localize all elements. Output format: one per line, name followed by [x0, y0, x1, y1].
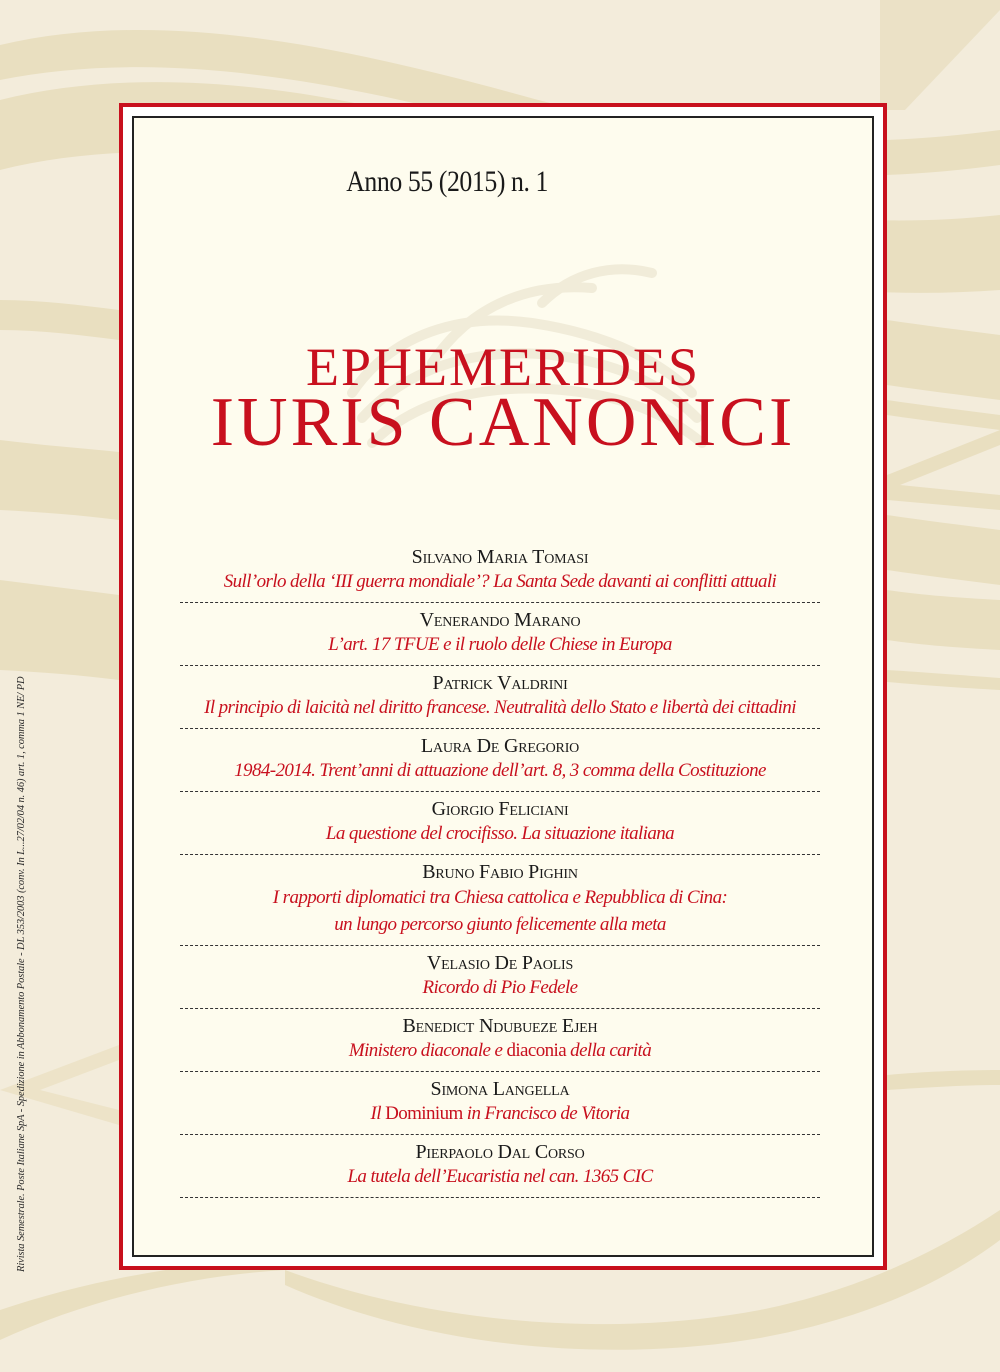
- entry-title-line: I rapporti diplomatici tra Chiesa cattolica e Repubblica di Cina:: [272, 887, 728, 908]
- cover-frame: [119, 103, 887, 1270]
- issue-text: Anno 55 (2015) n. 1: [346, 165, 549, 198]
- journal-title-line-2: IURIS CANONICI: [210, 384, 796, 461]
- entry-title: 1984-2014. Trent’anni di attuazione dell’art. 8, 3 comma della Costituzione: [234, 760, 766, 781]
- toc-entry: [180, 792, 820, 855]
- toc-entry: [180, 666, 820, 729]
- entry-author: Venerando Marano: [419, 609, 581, 631]
- entry-author: Velasio De Paolis: [426, 952, 574, 974]
- entry-title: La questione del crocifisso. La situazione italiana: [325, 823, 675, 844]
- entry-title: [180, 1038, 820, 1071]
- toc-entry: [180, 855, 820, 946]
- entry-author: Simona Langella: [430, 1078, 570, 1100]
- title-part: Il: [370, 1103, 386, 1124]
- cover-panel: [132, 116, 874, 1257]
- entry-title-line: un lungo percorso giunto felicemente alla meta: [334, 914, 666, 935]
- toc-entry: [180, 1009, 820, 1072]
- entry-author: Bruno Fabio Pighin: [422, 861, 578, 883]
- issue-number: [186, 165, 821, 199]
- entry-title: [180, 884, 820, 945]
- entry-author: Pierpaolo Dal Corso: [415, 1141, 585, 1163]
- toc-entry: [180, 729, 820, 792]
- title-part: Ministero diaconale e: [348, 1040, 507, 1061]
- entry-title: Ricordo di Pio Fedele: [422, 977, 578, 998]
- toc-entry: [180, 540, 820, 603]
- title-part-roman: Dominium: [385, 1103, 463, 1124]
- entry-title: [180, 1101, 820, 1134]
- toc-entry: [180, 603, 820, 666]
- postal-notice: Rivista Semestrale. Poste Italiane SpA - Spedizione in Abbonamento Postale - DL 353/2003 (conv. In L...27/02/04 n. 46) art. 1, comma 1 NE/ PD: [16, 676, 27, 1272]
- entry-author: Giorgio Feliciani: [431, 798, 569, 820]
- title-part-roman: diaconia: [506, 1040, 567, 1061]
- journal-title-line-1: EPHEMERIDES: [305, 337, 700, 397]
- entry-author: Benedict Ndubueze Ejeh: [402, 1015, 598, 1037]
- entry-title: Sull’orlo della ‘III guerra mondiale’? La Santa Sede davanti ai conflitti attuali: [223, 571, 777, 592]
- entry-title: La tutela dell’Eucaristia nel can. 1365 CIC: [347, 1166, 653, 1187]
- toc-entry: [180, 946, 820, 1009]
- entry-title: Il principio di laicità nel diritto francese. Neutralità dello Stato e libertà dei cittadini: [204, 697, 796, 718]
- entry-title: L’art. 17 TFUE e il ruolo delle Chiese in Europa: [328, 634, 672, 655]
- toc-entry: [180, 1072, 820, 1135]
- entry-author: Patrick Valdrini: [432, 672, 568, 694]
- title-part: della carità: [566, 1040, 652, 1061]
- toc-entry: [180, 1135, 820, 1198]
- title-part: in Francisco de Vitoria: [462, 1103, 630, 1124]
- entry-author: Silvano Maria Tomasi: [411, 546, 589, 568]
- table-of-contents: [180, 540, 820, 1198]
- entry-author: Laura De Gregorio: [420, 735, 580, 757]
